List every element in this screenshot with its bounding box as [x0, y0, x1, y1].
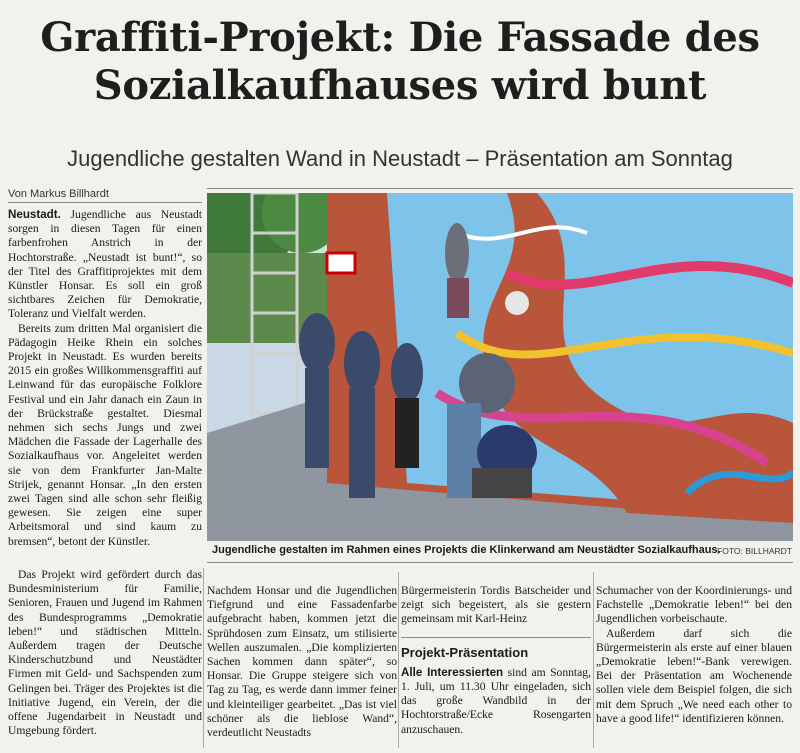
article-column-1-continued — [8, 568, 202, 738]
info-box-text: Alle Interessierten sind am Sonntag, 1. Juli, um 11.30 Uhr eingeladen, sich das große Wandbild in der Hochtorstraße/Ecke Rosengarten anzuschauen. — [401, 665, 591, 736]
paragraph: Das Projekt wird gefördert durch das Bundesministerium für Familie, Senioren, Frauen und Jugend im Rahmen des Bundesprogramms „Demokratie leben!“ und städtischen Mitteln. Außerdem tragen der Deutsche Kinderschutzbund und Neustädter Firmen mit Geld- und Sachspenden zum Gelingen bei. Träger des Projektes ist die Initiative Jugend, ein Verein, der die offene Jugendarbeit in Neustadt und Umgebung fördert. — [8, 568, 202, 738]
article-column-2 — [207, 584, 397, 740]
info-box-title: Projekt-Präsentation — [401, 637, 591, 660]
article-column-1 — [8, 208, 202, 549]
photo-caption: Jugendliche gestalten im Rahmen eines Projekts die Klinkerwand am Neustädter Sozialkaufhaus. — [212, 544, 721, 556]
paragraph: Nachdem Honsar und die Jugendlichen Tiefgrund und eine Fassadenfarbe aufgebracht haben, kommen jetzt die Sprühdosen zum Einsatz, um stilisierte Wellen auszumalen. „Die komplizierten Sachen kommen dann später“, so Honsar. Die Gruppe steigere sich von Tag zu Tag, es werde dann immer feiner und kleinteiliger gearbeitet. „Das ist viel schöner als die lieblose Wand“, verdeutlicht Neustadts — [207, 584, 397, 740]
mural-image — [207, 193, 793, 541]
column-rule — [398, 572, 399, 748]
divider — [207, 188, 793, 189]
paragraph: Außerdem darf sich die Bürgermeisterin als erste auf einer blauen „Demokratie leben!“-Bank verewigen. Bei der Präsentation am Wochenende sollen viele dem Beispiel folgen, die sich mit dem Spruch „We need each other to have a good life!“ identifizieren können. — [596, 626, 792, 725]
column-rule — [203, 568, 204, 748]
mural-photo — [207, 193, 793, 541]
paragraph: Schumacher von der Koordinierungs- und Fachstelle „Demokratie leben!“ bei den Jugendlichen vorbeischaute. — [596, 584, 792, 626]
photo-credit: FOTO: BILLHARDT — [717, 546, 792, 556]
article-column-4 — [596, 584, 792, 726]
paragraph: Bürgermeisterin Tordis Batscheider und zeigt sich begeistert, als sie gestern gemeinsam mit Karl-Heinz — [401, 584, 591, 626]
dateline: Neustadt. — [8, 208, 61, 221]
paragraph: Neustadt. Jugendliche aus Neustadt sorgen in diesen Tagen für einen farbenfrohen Anstrich in der Hochtorstraße. „Neustadt ist bunt!“, so der Titel des Graffitiprojektes mit dem Künstler Honsar. Es soll ein groß sichtbares Zeichen für Demokratie, Toleranz und Vielfalt werden. — [8, 208, 203, 321]
divider — [207, 562, 793, 563]
subheadline: Jugendliche gestalten Wand in Neustadt – Präsentation am Sonntag — [67, 146, 733, 171]
headline: Graffiti-Projekt: Die Fassade des Sozialkaufhauses wird bunt — [40, 14, 760, 109]
column-rule — [593, 572, 594, 748]
byline: Von Markus Billhardt — [8, 188, 202, 203]
article-column-3 — [401, 584, 591, 737]
paragraph: Bereits zum dritten Mal organisiert die Pädagogin Heike Rhein ein solches Projekt in Neustadt. Es wurden bereits 2015 ein großes Willkommensgraffiti auf Leinwand für das europäische Folklore Festival und ein Jahr danach ein Zaun in der Brückstraße gestaltet. Diesmal nehmen sich sechs Jungs und zwei Mädchen die Fassade der Lagerhalle des Sozialkaufhaus vor. Angeleitet werden sie von dem Frankfurter Jan-Malte Strijek, genannt Honsar. „In den ersten zwei Tagen sind alle schon sehr fleißig gewesen. Sie zeigen eine super Arbeitsmoral und sind kaum zu bremsen“, betont der Künstler. — [8, 321, 202, 548]
